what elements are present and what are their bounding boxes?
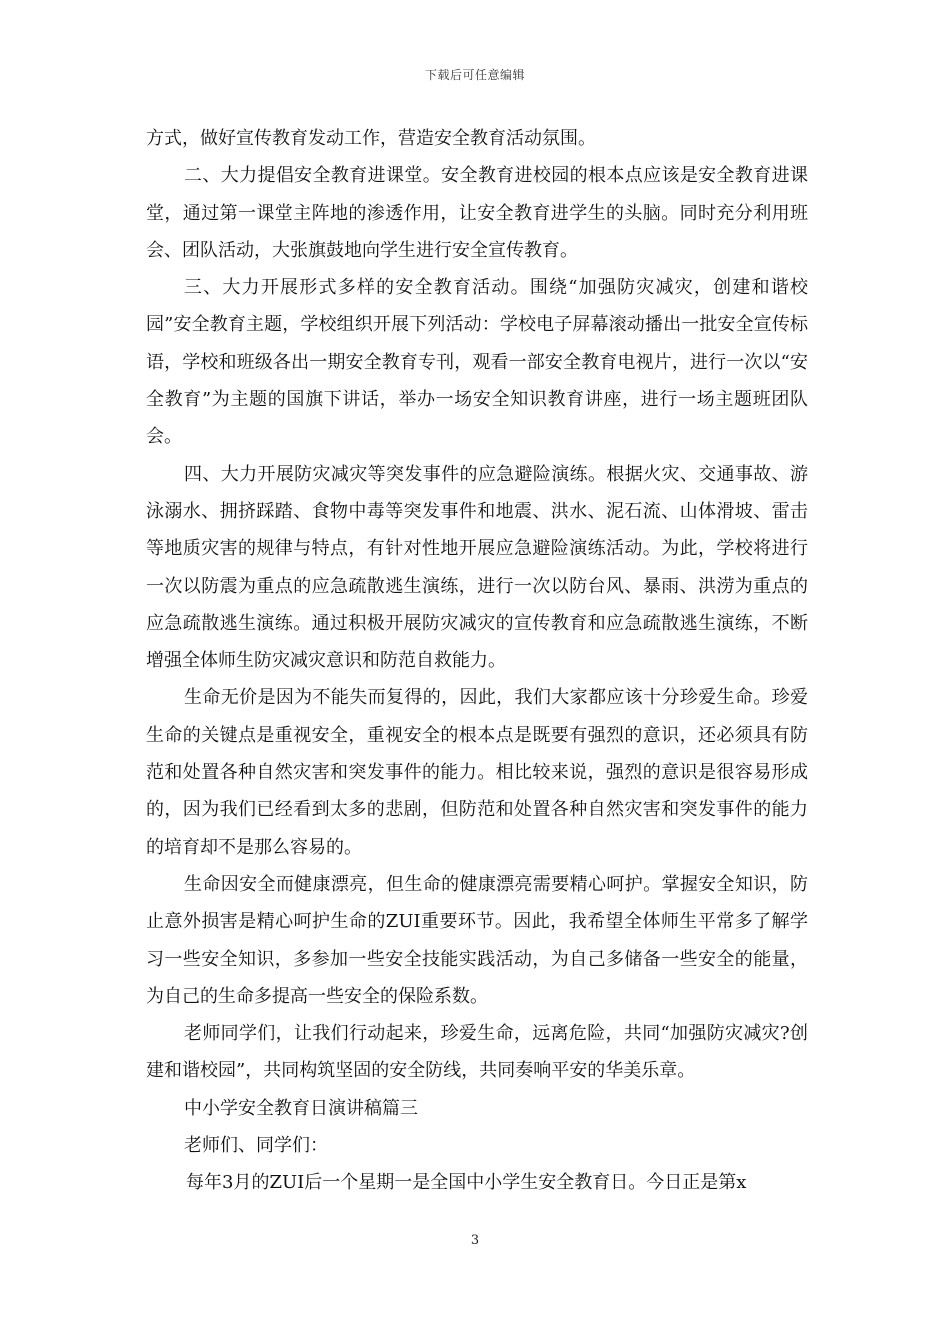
paragraph-cherish-life: 生命无价是因为不能失而复得的，因此，我们大家都应该十分珍爱生命。珍爱生命的关键点是重视安全，重视安全的根本点是既要有强烈的意识，还必须具有防范和处置各种自然灾害和突发事件的能力。相比较来说，强烈的意识是很容易形成的，因为我们已经看到太多的悲剧，但防范和处置各种自然灾害和突发事件的能力的培育却不是那么容易的。 [146,687,808,858]
page-header: 下载后可任意编辑 [424,68,525,82]
document-body [146,120,808,1202]
speech-greeting: 老师们、同学们： [184,1135,328,1157]
speech-title: 中小学安全教育日演讲稿篇三 [184,1097,418,1119]
page-number: 3 [470,1233,480,1248]
paragraph-section-three: 三、大力开展形式多样的安全教育活动。围绕“加强防灾减灾，创建和谐校园”安全教育主题，学校组织开展下列活动：学校电子屏幕滚动播出一批安全宣传标语，学校和班级各出一期安全教育专刊，观看一部安全教育电视片，进行一次以“安全教育”为主题的国旗下讲话，举办一场安全知识教育讲座，进行一场主题班团队会。 [146,277,808,448]
paragraph-continuation: 方式，做好宣传教育发动工作，营造安全教育活动氛围。 [146,128,596,149]
paragraph-section-four: 四、大力开展防灾减灾等突发事件的应急避险演练。根据火灾、交通事故、游泳溺水、拥挤踩踏、食物中毒等突发事件和地震、洪水、泥石流、山体滑坡、雷击等地质灾害的规律与特点，有针对性地开展应急避险演练活动。为此，学校将进行一次以防震为重点的应急疏散逃生演练，进行一次以防台风、暴雨、洪涝为重点的应急疏散逃生演练。通过积极开展防灾减灾的宣传教育和应急疏散逃生演练，不断增强全体师生防灾减灾意识和防范自救能力。 [146,463,808,672]
paragraph-speech-opening: 每年3月的ZUI后一个星期一是全国中小学生安全教育日。今日正是第x [186,1172,747,1194]
paragraph-call-to-action: 老师同学们，让我们行动起来，珍爱生命，远离危险，共同“加强防灾减灾?创建和谐校园”，共同构筑坚固的安全防线，共同奏响平安的华美乐章。 [146,1023,808,1082]
paragraph-section-two: 二、大力提倡安全教育进课堂。安全教育进校园的根本点应该是安全教育进课堂，通过第一课堂主阵地的渗透作用，让安全教育进学生的头脑。同时充分利用班会、团队活动，大张旗鼓地向学生进行安全宣传教育。 [146,165,808,261]
paragraph-safety-knowledge: 生命因安全而健康漂亮，但生命的健康漂亮需要精心呵护。掌握安全知识，防止意外损害是精心呵护生命的ZUI重要环节。因此，我希望全体师生平常多了解学习一些安全知识，多参加一些安全技能实践活动，为自己多储备一些安全的能量，为自己的生命多提高一些安全的保险系数。 [146,873,808,1007]
